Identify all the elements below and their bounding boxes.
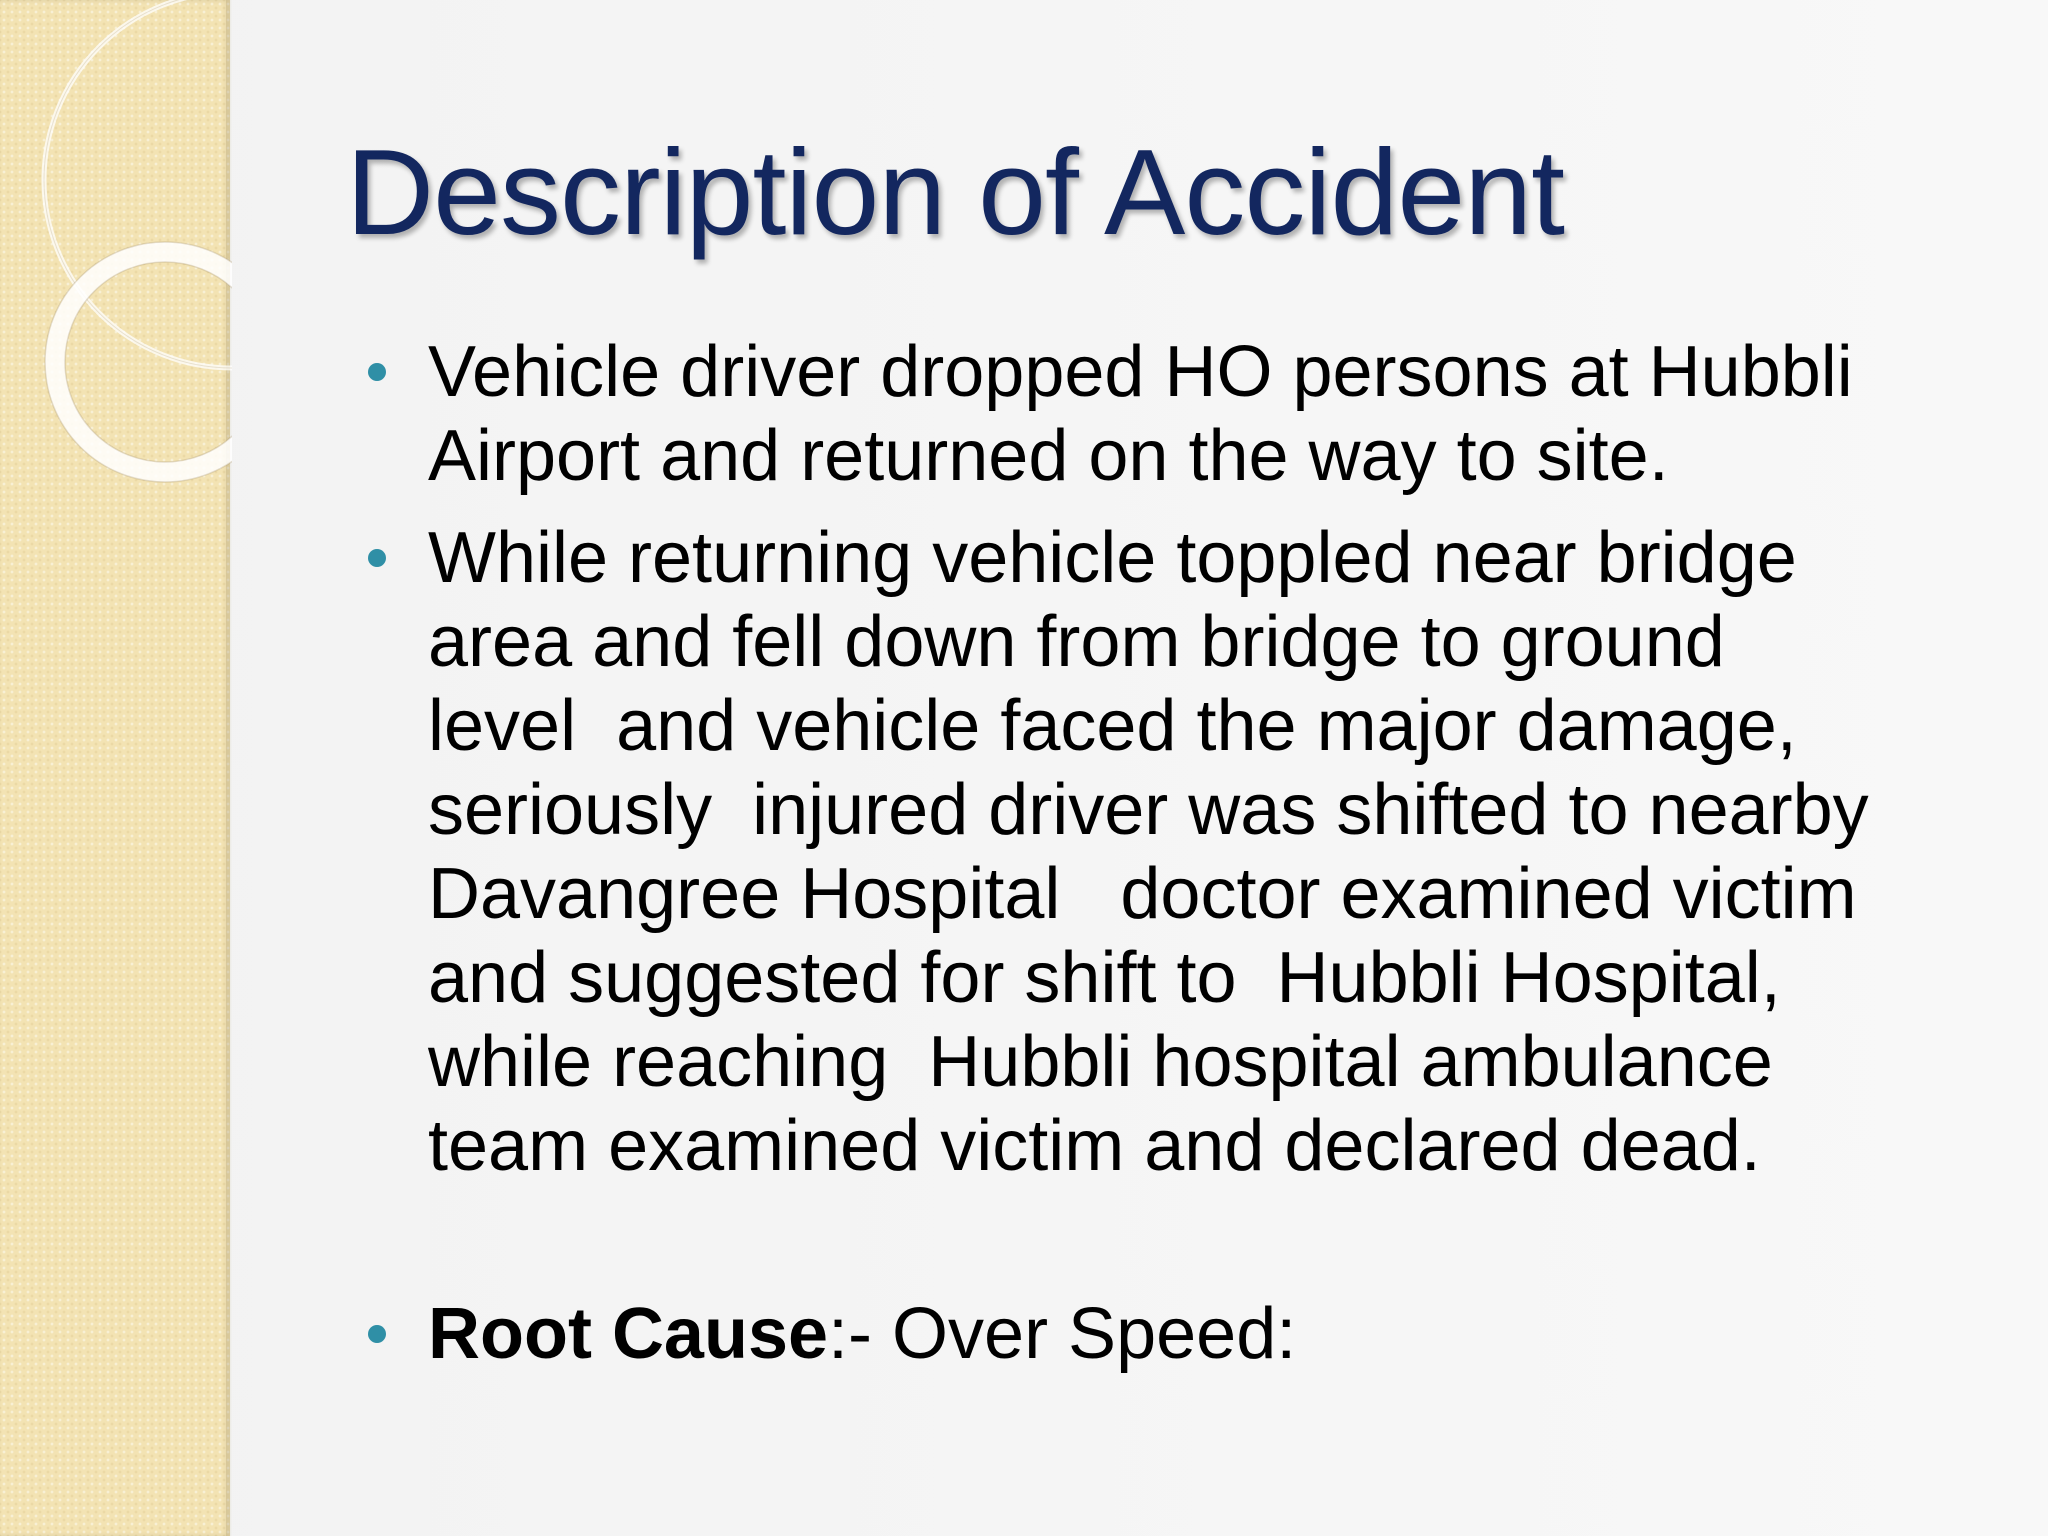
bullet-line: Airport and returned on the way to site.	[428, 416, 1669, 496]
slide-title: Description of Accident	[346, 124, 1564, 260]
bullet-list	[360, 330, 2000, 1376]
bullet-line: area and fell down from bridge to ground	[428, 602, 1725, 682]
bullet-dot-icon	[368, 1325, 386, 1343]
bullet-line: and suggested for shift to Hubbli Hospital,	[428, 938, 1781, 1018]
bullet-line: While returning vehicle toppled near bridge	[428, 518, 1797, 598]
bullet-line: while reaching Hubbli hospital ambulance	[428, 1022, 1773, 1102]
bullet-dot-icon	[368, 363, 386, 381]
root-cause-label: Root Cause	[428, 1294, 829, 1374]
bullet-line: team examined victim and declared dead.	[428, 1106, 1761, 1186]
bullet-line: seriously injured driver was shifted to nearby	[428, 770, 1869, 850]
bullet-item-2	[360, 516, 2000, 1188]
bullet-item-1	[360, 330, 2000, 498]
bullet-line: Davangree Hospital doctor examined victim	[428, 854, 1857, 934]
bullet-line: level and vehicle faced the major damage,	[428, 686, 1797, 766]
root-cause-value: :- Over Speed:	[828, 1294, 1297, 1374]
root-cause-line	[428, 1292, 2000, 1376]
bullet-item-root-cause	[360, 1292, 2000, 1376]
decorative-rings	[0, 0, 232, 520]
bullet-dot-icon	[368, 549, 386, 567]
bullet-line: Vehicle driver dropped HO persons at Hubbli	[428, 332, 1853, 412]
small-ring	[55, 252, 232, 472]
